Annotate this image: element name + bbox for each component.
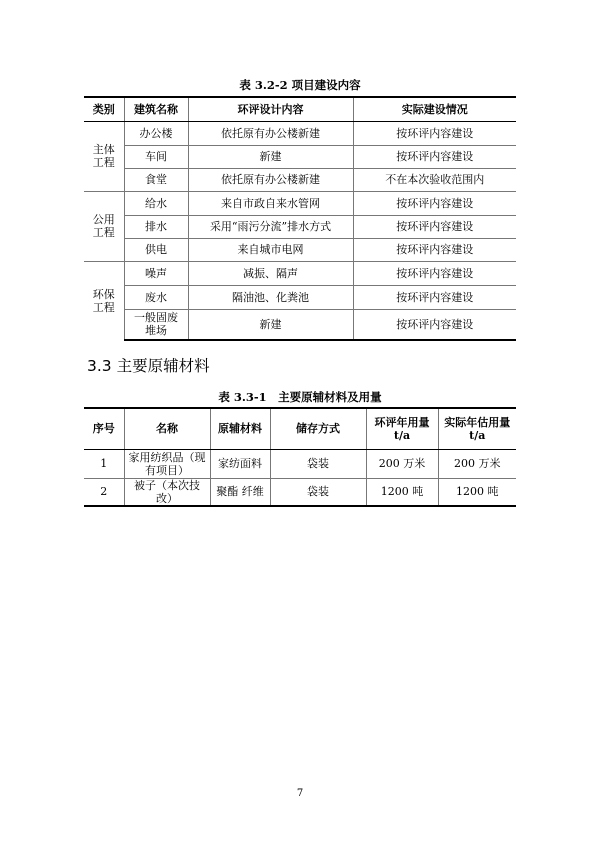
building-name-line: 堆场 — [145, 324, 167, 338]
actual-status: 按环评内容建设 — [353, 261, 516, 285]
row-no: 2 — [84, 478, 124, 506]
row-name: 被子（本次技改） — [124, 478, 210, 506]
design-content: 减振、隔声 — [188, 261, 353, 285]
materials-table — [84, 407, 516, 507]
design-content: 依托原有办公楼新建 — [188, 121, 353, 145]
building-name: 排水 — [124, 215, 188, 238]
actual-status: 按环评内容建设 — [353, 215, 516, 238]
building-name: 给水 — [124, 191, 188, 215]
design-content: 采用“雨污分流”排水方式 — [188, 215, 353, 238]
row-actual-usage: 200 万米 — [438, 449, 516, 478]
header-storage: 储存方式 — [270, 408, 366, 449]
actual-status: 按环评内容建设 — [353, 145, 516, 168]
actual-status: 按环评内容建设 — [353, 191, 516, 215]
design-content: 新建 — [188, 309, 353, 340]
row-name — [124, 449, 210, 478]
header-unit: t/a — [469, 428, 486, 442]
building-name: 噪声 — [124, 261, 188, 285]
table-row — [84, 215, 516, 238]
row-no: 1 — [84, 449, 124, 478]
row-storage: 袋装 — [270, 478, 366, 506]
header-unit: t/a — [393, 428, 411, 442]
building-name: 供电 — [124, 238, 188, 261]
row-storage: 袋装 — [270, 449, 366, 478]
table-row — [84, 309, 516, 340]
row-actual-usage: 1200 吨 — [438, 478, 516, 506]
table-row — [84, 121, 516, 145]
header-name: 名称 — [124, 408, 210, 449]
table-row — [84, 168, 516, 191]
header-category: 类别 — [84, 97, 124, 121]
building-name: 车间 — [124, 145, 188, 168]
table-row — [84, 191, 516, 215]
category-cell — [84, 191, 124, 261]
category-line: 工程 — [92, 300, 115, 314]
design-content: 隔油池、化粪池 — [188, 285, 353, 309]
building-name — [124, 309, 188, 340]
page-number: 7 — [296, 788, 304, 799]
actual-status: 按环评内容建设 — [353, 238, 516, 261]
header-actual: 实际建设情况 — [353, 97, 516, 121]
section-heading: 3.3 主要原辅材料 — [87, 357, 210, 375]
row-eia-usage: 200 万米 — [366, 449, 438, 478]
row-name-line: 有项目） — [145, 463, 189, 477]
actual-status: 不在本次验收范围内 — [353, 168, 516, 191]
building-name-line: 一般固废 — [134, 311, 178, 325]
table-caption: 表 3.2-2 项目建设内容 — [239, 78, 361, 92]
design-content: 来自市政自来水管网 — [188, 191, 353, 215]
row-material: 家纺面料 — [210, 449, 270, 478]
category-cell — [84, 261, 124, 340]
table-caption: 表 3.3-1 主要原辅材料及用量 — [218, 390, 382, 404]
table-header-row — [84, 408, 516, 449]
table-row — [84, 449, 516, 478]
actual-status: 按环评内容建设 — [353, 309, 516, 340]
actual-status: 按环评内容建设 — [353, 285, 516, 309]
design-content: 来自城市电网 — [188, 238, 353, 261]
table-header-row — [84, 97, 516, 121]
table-row — [84, 285, 516, 309]
design-content: 依托原有办公楼新建 — [188, 168, 353, 191]
building-name: 废水 — [124, 285, 188, 309]
building-name: 食堂 — [124, 168, 188, 191]
category-line: 工程 — [92, 156, 115, 169]
category-line: 公用 — [92, 213, 115, 226]
header-line: 实际年估用量 — [444, 415, 511, 429]
category-line: 工程 — [92, 226, 115, 239]
actual-status: 按环评内容建设 — [353, 121, 516, 145]
header-material: 原辅材料 — [210, 408, 270, 449]
row-name-line: 家用纺织品（现 — [128, 450, 206, 464]
category-line: 环保 — [92, 287, 115, 301]
table-row — [84, 261, 516, 285]
category-line: 主体 — [92, 143, 115, 156]
row-material: 聚酯 纤维 — [210, 478, 270, 506]
header-line: 环评年用量 — [374, 415, 430, 429]
row-eia-usage: 1200 吨 — [366, 478, 438, 506]
design-content: 新建 — [188, 145, 353, 168]
table-row — [84, 238, 516, 261]
header-eia-usage — [366, 408, 438, 449]
header-actual-usage — [438, 408, 516, 449]
building-name: 办公楼 — [124, 121, 188, 145]
header-building: 建筑名称 — [124, 97, 188, 121]
header-design: 环评设计内容 — [188, 97, 353, 121]
table-row — [84, 478, 516, 506]
table-row — [84, 145, 516, 168]
project-construction-table — [84, 96, 516, 341]
header-no: 序号 — [84, 408, 124, 449]
category-cell — [84, 121, 124, 191]
